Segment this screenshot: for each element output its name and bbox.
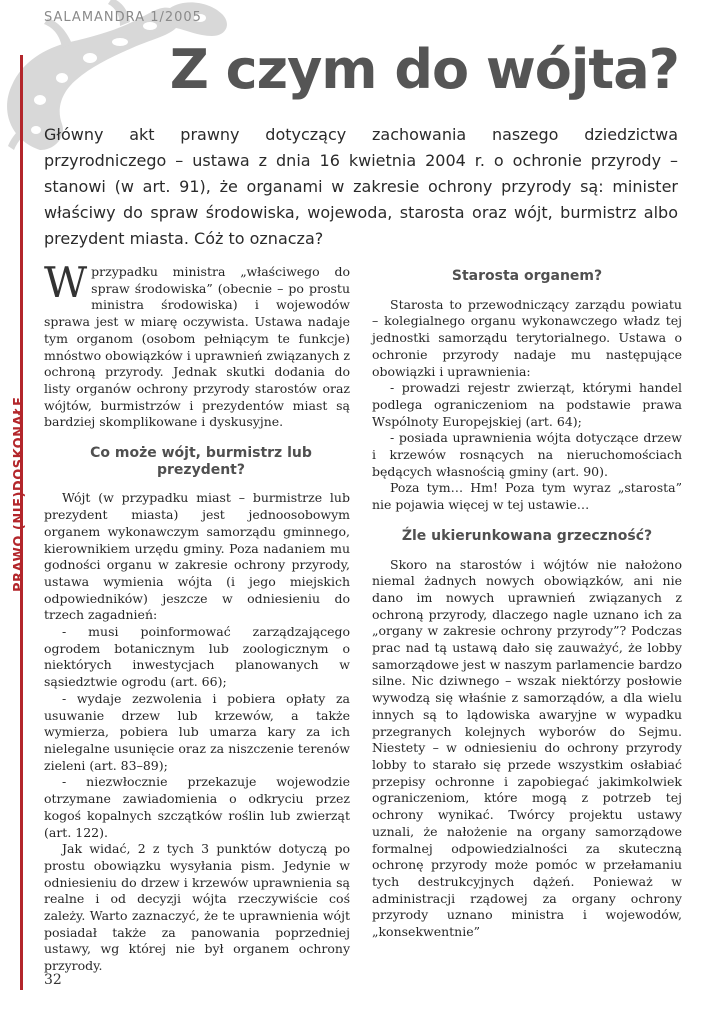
right-column bbox=[372, 264, 682, 941]
right-list-item-2: - posiada uprawnienia wójta dotyczące drzew i krzewów rosnących na nieruchomościach będących własnością gminy (art. 90). bbox=[372, 430, 682, 479]
lead-paragraph: Główny akt prawny dotyczący zachowania naszego dziedzictwa przyrodniczego – ustawa z dnia 16 kwietnia 2004 r. o ochronie przyrody – stanowi (w art. 91), że organami w zakresie ochrony przyrody są: minister właściwy do spraw środowiska, wojewoda, starosta oraz wójt, burmistrz albo prezydent miasta. Cóż to oznacza? bbox=[44, 125, 678, 248]
left-list-item-2: - wydaje zezwolenia i pobiera opłaty za usuwanie drzew lub krzewów, a także wymierza, pobiera lub umarza kary za ich nielegalne usunięcie oraz za niszczenie terenów zieleni (art. 83–89); bbox=[44, 690, 350, 773]
left-paragraph-1-text: przypadku ministra „właściwego do spraw środowiska” (obecnie – po prostu ministra środowiska) i wojewodów sprawa jest w miarę oczywista. Ustawa nadaje tym organom (osobom pełniącym te funkcje) mnóstwo obowiązków i uprawnień związanych z ochroną przyrody. Jednak skutki dodania do listy organów ochrony przyrody starostów oraz wójtów, burmistrzów i prezydentów miast są bardziej skomplikowane i dyskusyjne. bbox=[44, 264, 350, 430]
right-paragraph-3: Skoro na starostów i wójtów nie nałożono niemal żadnych nowych obowiązków, ani nie dano im nowych uprawnień związanych z ochroną przyrody, dlaczego nagle uznano ich za „organy w zakresie ochrony przyrody”? Podczas prac nad tą ustawą dało się zauważyć, że lobby samorządowe jest w naszym parlamencie bardzo silne. Nic dziwnego – wszak niektórzy posłowie wywodzą się właśnie z samorządów, a dla wielu innych są to lądowiska awaryjne w wypadku przegranych kolejnych wyborów do Sejmu. Niestety – w odniesieniu do ochrony przyrody lobby to starało się przede wszystkim osłabiać przepisy ochronne i zapobiegać jakimkolwiek ograniczeniom, które mogą z potrzeb tej ochrony wynikać. Twórcy projektu ustawy uznali, że nałożenie na organy samorządowe formalnej odpowiedzialności za skuteczną ochronę przyrody może pomóc w przełamaniu tych destrukcyjnych dążeń. Ponieważ w administracji rządowej za organy ochrony przyrody uznano ministra i wojewodów, „konsekwentnie” bbox=[372, 556, 682, 940]
journal-header: SALAMANDRA 1/2005 bbox=[44, 10, 202, 25]
left-list-item-3: - niezwłocznie przekazuje wojewodzie otrzymane zawiadomienia o odkryciu przez kogoś kopalnych szczątków roślin lub zwierząt (art. 122). bbox=[44, 774, 350, 840]
left-paragraph-1 bbox=[44, 258, 350, 431]
left-list-item-1: - musi poinformować zarządzającego ogrodem botanicznym lub zoologicznym o niektórych inwestycjach planowanych w sąsiedztwie ogrodu (art. 66); bbox=[44, 624, 350, 690]
left-column bbox=[44, 258, 350, 975]
left-paragraph-2: Wójt (w przypadku miast – burmistrze lub prezydent miasta) jest jednoosobowym organem wykonawczym samorządu gminnego, kierownikiem urzędu gminy. Poza nadaniem mu godności organu w zakresie ochrony przyrody, ustawa wymienia wójta (i jego miejskich odpowiedników) jeszcze w odniesieniu do trzech zagadnień: bbox=[44, 490, 350, 623]
section-label-text: PRAWO (NIE)DOSKONAŁE bbox=[12, 396, 27, 592]
section-label bbox=[0, 396, 40, 632]
page-number: 32 bbox=[44, 972, 62, 988]
right-subheading-1: Starosta organem? bbox=[451, 268, 603, 284]
left-paragraph-3: Jak widać, 2 z tych 3 punktów dotyczą po prostu obowiązku wysyłania pism. Jedynie w odniesieniu do drzew i krzewów uprawnienia są realne i od decyzji wójta rzeczywiście coś zależy. Warto zaznaczyć, że te uprawnienia wójt posiadał także za panowania poprzedniej ustawy, wg której nie był organem ochrony przyrody. bbox=[44, 841, 350, 974]
drop-cap: W bbox=[44, 258, 88, 307]
right-list-item-1: - prowadzi rejestr zwierząt, którymi handel podlega ograniczeniom na podstawie prawa Wspólnoty Europejskiej (art. 64); bbox=[372, 380, 682, 429]
right-subheading-2: Źle ukierunkowana grzeczność? bbox=[401, 527, 653, 544]
left-subheading: Co może wójt, burmistrz lub prezydent? bbox=[90, 445, 312, 478]
right-paragraph-1: Starosta to przewodniczący zarządu powiatu – kolegialnego organu wykonawczego władz tej jednostki samorządu terytorialnego. Ustawa o ochronie przyrody nadaje mu następujące obowiązki i uprawnienia: bbox=[372, 296, 682, 379]
page-title: Z czym do wójta? bbox=[169, 38, 679, 101]
right-paragraph-2: Poza tym… Hm! Poza tym wyraz „starosta” nie pojawia więcej w tej ustawie… bbox=[372, 480, 682, 513]
